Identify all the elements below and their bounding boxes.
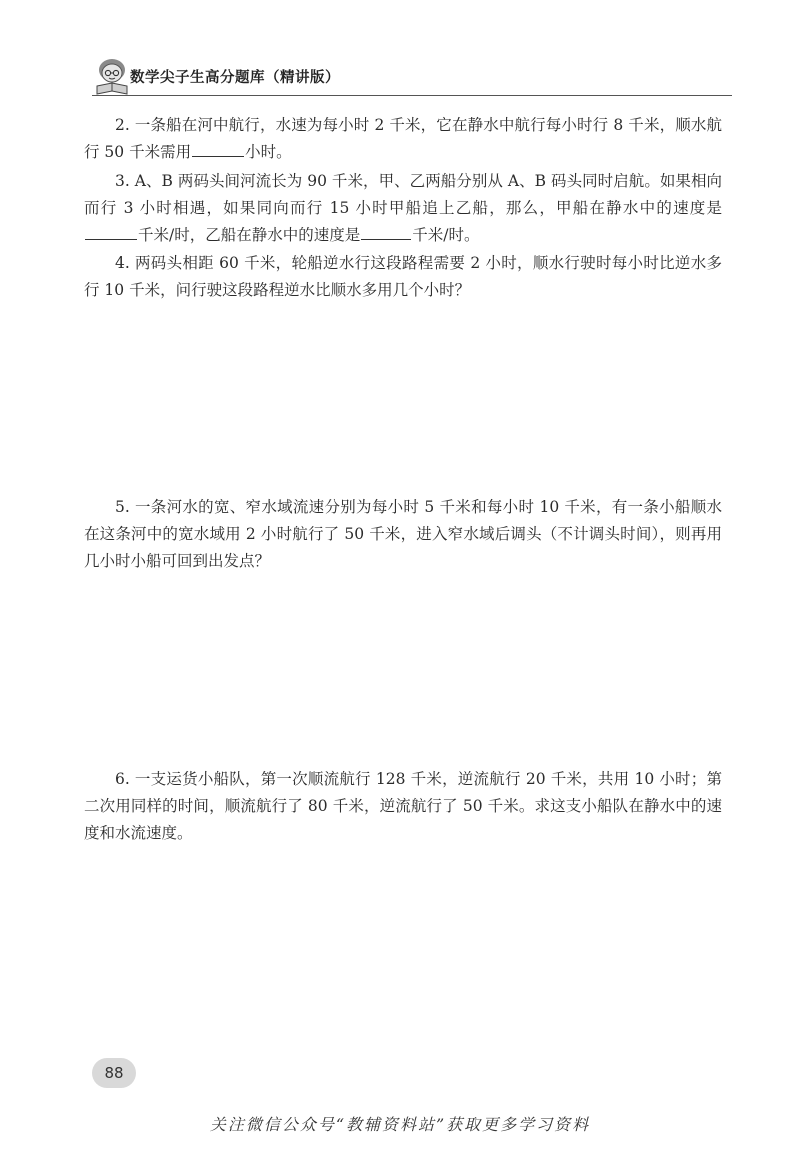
question-2 [84,112,722,166]
question-4 [84,250,722,304]
answer-blank [361,224,411,240]
book-title: 数学尖子生高分题库（精讲版） [130,70,340,86]
answer-blank [192,141,244,157]
question-3-text-mid: 千米/时，乙船在静水中的速度是 [138,226,361,244]
question-5-text: 5. 一条河水的宽、窄水域流速分别为每小时 5 千米和每小时 10 千米，有一条小船顺水在这条河中的宽水域用 2 小时航行了 50 千米，进入窄水域后调头（不计调头时间），则再用几小时小船可回到出发点？ [84,498,722,570]
footer-note: 关注微信公众号“教辅资料站”获取更多学习资料 [209,1115,591,1134]
question-4-text: 4. 两码头相距 60 千米，轮船逆水行这段路程需要 2 小时，顺水行驶时每小时比逆水多行 10 千米，问行驶这段路程逆水比顺水多用几个小时？ [84,254,722,299]
question-5 [84,494,722,575]
question-6 [84,766,722,847]
question-3 [84,168,722,249]
page-number: 88 [92,1058,136,1088]
question-2-text: 2. 一条船在河中航行，水速为每小时 2 千米，它在静水中航行每小时行 8 千米，顺水航行 50 千米需用 [84,116,722,161]
answer-blank [85,224,137,240]
question-3-text: 3. A、B 两码头间河流长为 90 千米，甲、乙两船分别从 A、B 码头同时启航。如果相向而行 3 小时相遇，如果同向而行 15 小时甲船追上乙船，那么，甲船在静水中的速度是 [84,172,722,217]
question-2-unit: 小时。 [245,143,292,161]
running-header [92,50,732,100]
header-divider [92,95,732,96]
question-6-text: 6. 一支运货小船队，第一次顺流航行 128 千米，逆流航行 20 千米，共用 10 小时；第二次用同样的时间，顺流航行了 80 千米，逆流航行了 50 千米。求这支小船队在静水中的速度和水流速度。 [84,770,722,842]
question-3-unit: 千米/时。 [412,226,480,244]
